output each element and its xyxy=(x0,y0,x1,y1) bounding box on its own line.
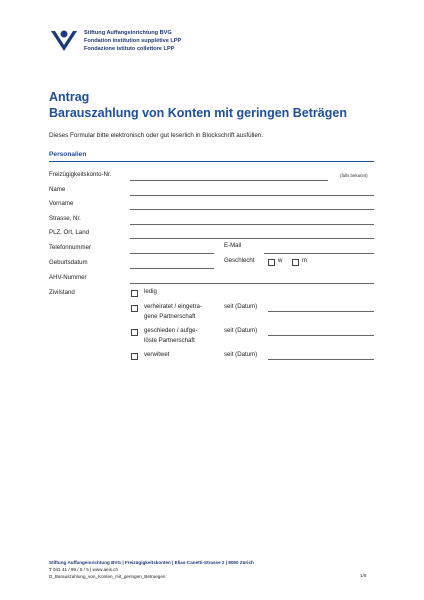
ahv-label: AHV-Nummer xyxy=(49,274,87,281)
geschieden-line2: löste Partnerschaft xyxy=(144,337,195,344)
name-input[interactable] xyxy=(130,195,374,196)
checkbox-geschieden[interactable] xyxy=(131,329,138,336)
plz-input[interactable] xyxy=(130,238,374,239)
strasse-input[interactable] xyxy=(130,224,374,225)
verheiratet-seit-label: seit (Datum) xyxy=(224,303,258,310)
ahv-input[interactable] xyxy=(130,283,374,284)
verwitwet-seit-label: seit (Datum) xyxy=(224,351,258,358)
geburt-label: Geburtsdatum xyxy=(49,259,88,266)
verheiratet-line1: verheiratet / eingetra- xyxy=(144,303,202,310)
geschieden-line1: geschieden / aufge- xyxy=(144,327,198,334)
verheiratet-date-input[interactable] xyxy=(268,311,374,312)
strasse-label: Strasse, Nr. xyxy=(49,215,81,222)
telefon-label: Telefonnummer xyxy=(49,244,91,251)
section-divider xyxy=(49,161,374,162)
org-name xyxy=(84,29,181,53)
footer-filename: D_Barauszahlung_von_Konten_mit_geringen_Betraegen xyxy=(49,574,166,579)
footer-contact: T 041 41 / 99 / 5 / 5 | www.aeis.ch xyxy=(49,567,119,572)
w-label: w xyxy=(278,257,283,264)
checkbox-verheiratet[interactable] xyxy=(131,305,138,312)
name-label: Name xyxy=(49,186,66,193)
geschlecht-label: Geschlecht xyxy=(224,257,255,264)
verheiratet-label xyxy=(144,302,202,322)
geburt-input[interactable] xyxy=(130,268,214,269)
checkbox-ledig[interactable] xyxy=(131,290,138,297)
geschieden-date-input[interactable] xyxy=(268,335,374,336)
org-line-it: Fondazione istituto collettore LPP xyxy=(84,46,175,52)
account-label: Freizügigkeitskonto-Nr. xyxy=(49,171,112,178)
verwitwet-date-input[interactable] xyxy=(268,359,374,360)
geschieden-label xyxy=(144,326,198,346)
ledig-label: ledig xyxy=(144,288,157,295)
zivilstand-label: Zivilstand xyxy=(49,289,75,296)
plz-label: PLZ, Ort, Land xyxy=(49,229,89,236)
account-note: (falls bekannt) xyxy=(340,173,368,178)
geschieden-seit-label: seit (Datum) xyxy=(224,327,258,334)
vorname-label: Vorname xyxy=(49,200,74,207)
intro-text: Dieses Formular bitte elektronisch oder gut leserlich in Blockschrift ausfüllen. xyxy=(49,132,264,139)
telefon-input[interactable] xyxy=(130,253,214,254)
checkbox-m[interactable] xyxy=(292,259,299,266)
checkbox-verwitwet[interactable] xyxy=(131,353,138,360)
email-label: E-Mail xyxy=(224,242,242,249)
verwitwet-label: verwitwet xyxy=(144,351,170,358)
org-line-de: Stiftung Auffangeinrichtung BVG xyxy=(84,30,172,36)
m-label: m xyxy=(302,257,308,264)
org-line-fr: Fondation institution supplétive LPP xyxy=(84,38,182,44)
footer-address: Stiftung Auffangeinrichtung BVG | Freizügigkeitskonten | Elias-Canetti-Strasse 2 | 8050 Zürich xyxy=(49,560,254,565)
form-title: Antrag xyxy=(49,90,90,104)
verheiratet-line2: gene Partnerschaft xyxy=(144,313,196,320)
logo-icon xyxy=(49,25,79,55)
page-number: 1/5 xyxy=(360,573,367,578)
checkbox-w[interactable] xyxy=(268,259,275,266)
section-heading: Personalien xyxy=(49,151,87,158)
email-input[interactable] xyxy=(264,253,374,254)
account-input[interactable] xyxy=(130,180,328,181)
vorname-input[interactable] xyxy=(130,209,374,210)
form-subtitle: Barauszahlung von Konten mit geringen Beträgen xyxy=(49,106,347,120)
